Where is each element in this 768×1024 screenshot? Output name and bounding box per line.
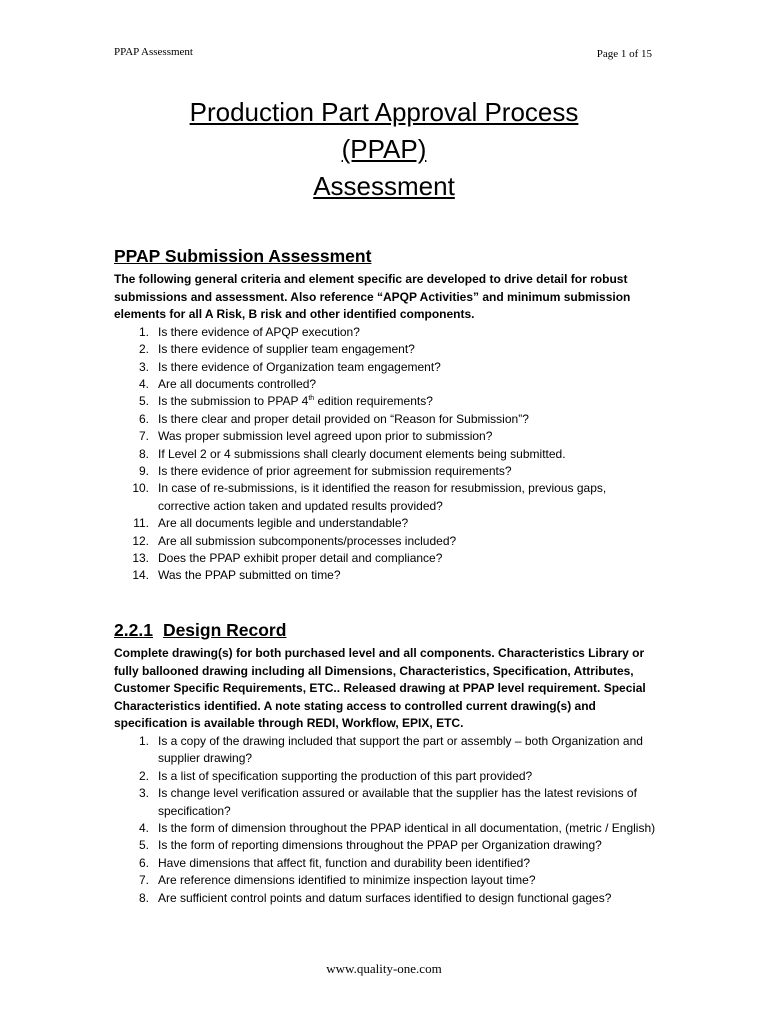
- list-item-text: Is there clear and proper detail provided on “Reason for Submission”?: [158, 411, 529, 426]
- list-item-text: Is change level verification assured or available that the supplier has the latest revisions of specification?: [158, 786, 637, 818]
- list-item-number: 3.: [138, 786, 149, 801]
- list-item-number: 6.: [138, 411, 149, 426]
- question-list: [114, 733, 658, 907]
- list-item: [114, 515, 658, 532]
- list-item-number: 7.: [138, 429, 149, 444]
- list-item-number: 4.: [138, 821, 149, 835]
- list-item: [114, 411, 658, 428]
- list-item-text: Is there evidence of APQP execution?: [158, 324, 360, 339]
- section-intro: Complete drawing(s) for both purchased level and all components. Characteristics Library or fully ballooned drawing including all Dimensions, Characteristics, Specification, Attributes, Customer Specific Requirements, ETC.. Released drawing at PPAP level requirement. Special Characteristics identified. A note stating access to controlled current drawing(s) and specification is available through REDI, Workflow, EPIX, ETC.: [114, 646, 646, 731]
- list-item-text: Are reference dimensions identified to minimize inspection layout time?: [158, 873, 536, 888]
- document-title: [0, 94, 768, 205]
- section-heading-text: Design Record: [162, 620, 287, 640]
- list-item-number: 11.: [133, 516, 149, 531]
- list-item: [114, 855, 658, 872]
- list-item-text: Was the PPAP submitted on time?: [158, 568, 341, 583]
- list-item-number: 9.: [138, 464, 149, 479]
- list-item-number: 5.: [138, 838, 149, 853]
- list-item-number: 8.: [138, 890, 149, 905]
- list-item: [114, 359, 658, 376]
- list-item-number: 12.: [132, 533, 149, 548]
- list-item-number: 3.: [138, 359, 149, 374]
- list-item-text: Are all submission subcomponents/processes included?: [158, 533, 457, 548]
- list-item-number: 7.: [138, 873, 149, 888]
- section-ppap-submission-assessment: [114, 245, 658, 585]
- ordinal-superscript: th: [308, 395, 315, 403]
- section-intro: The following general criteria and element specific are developed to drive detail for robust submissions and assessment. Also reference “APQP Activities” and minimum submission elements for all A Risk, B risk and other identified components.: [114, 272, 631, 322]
- list-item-number: 14.: [132, 568, 149, 583]
- list-item-text: Is there evidence of Organization team engagement?: [158, 359, 441, 374]
- list-item-number: 6.: [138, 855, 149, 870]
- title-line-2: (PPAP): [341, 134, 427, 164]
- list-item-number: 5.: [138, 394, 149, 409]
- list-item-text: Does the PPAP exhibit proper detail and compliance?: [158, 551, 443, 566]
- list-item-text: Is the submission to PPAP 4: [158, 394, 309, 409]
- list-item-number: 4.: [138, 377, 149, 391]
- list-item-text: Is the form of reporting dimensions throughout the PPAP per Organization drawing?: [158, 838, 602, 853]
- list-item-text: Is there evidence of prior agreement for submission requirements?: [158, 464, 512, 479]
- footer-website: www.quality-one.com: [326, 961, 442, 976]
- list-item: [114, 428, 658, 445]
- list-item-text: Have dimensions that affect fit, function and durability been identified?: [158, 855, 531, 870]
- list-item-number: 8.: [138, 446, 149, 461]
- list-item: [114, 463, 658, 480]
- list-item: [114, 837, 658, 854]
- list-item: [114, 324, 658, 341]
- list-item: [114, 446, 658, 463]
- list-item: [114, 785, 658, 820]
- list-item-number: 1.: [138, 324, 149, 339]
- title-line-3: Assessment: [313, 171, 455, 201]
- list-item: [114, 533, 658, 550]
- list-item-text: Is the form of dimension throughout the PPAP identical in all documentation, (metric / English): [158, 821, 656, 835]
- list-item: [114, 820, 658, 837]
- running-header-title: PPAP Assessment: [114, 46, 193, 58]
- section-design-record: [114, 619, 658, 907]
- list-item-text: If Level 2 or 4 submissions shall clearly document elements being submitted.: [158, 446, 566, 461]
- section-heading-text: PPAP Submission Assessment: [114, 246, 372, 266]
- list-item: [114, 480, 658, 515]
- list-item-number: 1.: [138, 733, 149, 748]
- list-item-number: 2.: [138, 342, 149, 357]
- list-item: [114, 393, 658, 410]
- list-item: [114, 341, 658, 358]
- list-item-text: Is a copy of the drawing included that support the part or assembly – both Organization and supplier drawing?: [158, 733, 643, 766]
- list-item-text: Is a list of specification supporting the production of this part provided?: [158, 768, 533, 783]
- list-item-number: 13.: [132, 551, 149, 566]
- list-item-text: Was proper submission level agreed upon prior to submission?: [158, 429, 493, 444]
- list-item-number: 10.: [132, 481, 149, 496]
- page-number: Page 1 of 15: [596, 48, 652, 60]
- list-item-text: Are all documents controlled?: [158, 377, 317, 391]
- section-number: 2.2.1: [114, 620, 153, 640]
- question-list: [114, 324, 658, 585]
- section-heading: [114, 245, 658, 267]
- list-item-text: Is there evidence of supplier team engagement?: [158, 342, 415, 357]
- list-item: [114, 376, 658, 393]
- list-item-text: Are sufficient control points and datum surfaces identified to design functional gages?: [158, 890, 612, 905]
- title-line-1: Production Part Approval Process: [189, 97, 579, 127]
- section-heading: [114, 619, 658, 641]
- list-item: [114, 768, 658, 785]
- list-item: [114, 550, 658, 567]
- list-item: [114, 890, 658, 907]
- list-item-number: 2.: [138, 768, 149, 783]
- list-item-text: In case of re-submissions, is it identified the reason for resubmission, previous gaps, corrective action taken and updated results provided?: [158, 481, 607, 513]
- list-item: [114, 872, 658, 889]
- list-item: [114, 733, 658, 768]
- list-item: [114, 567, 658, 584]
- list-item-text-cont: edition requirements?: [314, 394, 433, 409]
- list-item-text: Are all documents legible and understandable?: [158, 516, 409, 531]
